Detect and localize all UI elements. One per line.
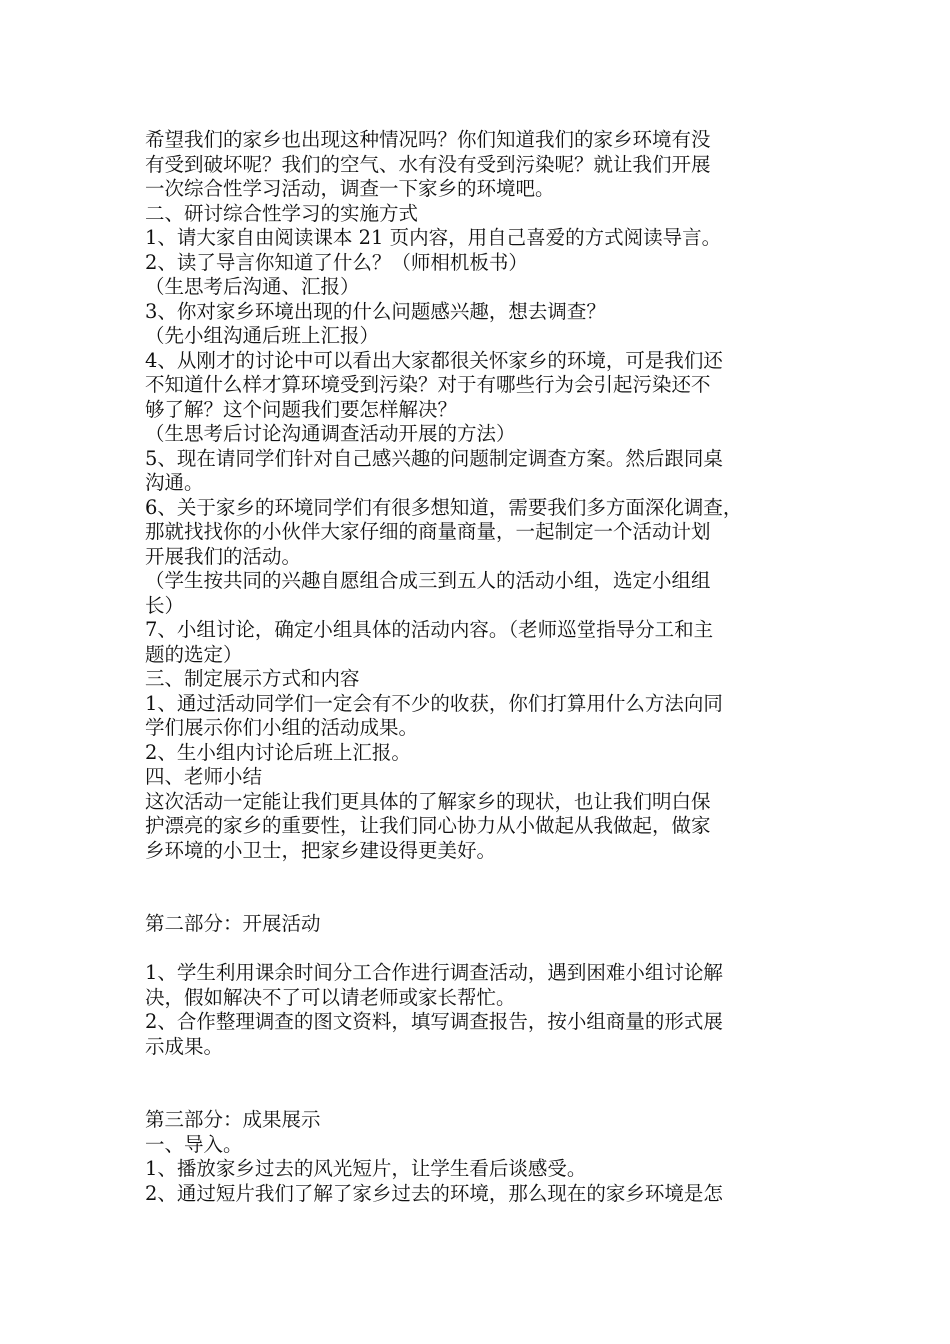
document-body — [145, 128, 835, 1206]
spacer — [145, 937, 835, 962]
part-heading: 第二部分：开展活动 — [145, 912, 321, 935]
text-line: 示成果。 — [145, 1034, 224, 1058]
text-line: 5、现在请同学们针对自己感兴趣的问题制定调查方案。然后跟同桌 — [145, 446, 723, 470]
spacer — [145, 1059, 835, 1108]
text-line: 3、你对家乡环境出现的什么问题感兴趣，想去调查？ — [145, 299, 606, 323]
text-line: 希望我们的家乡也出现这种情况吗？你们知道我们的家乡环境有没 — [145, 128, 711, 151]
text-line: 学们展示你们小组的活动成果。 — [145, 716, 419, 739]
text-line: 有受到破坏呢？我们的空气、水有没有受到污染呢？就让我们开展 — [145, 152, 711, 176]
text-line: 2、合作整理调查的图文资料，填写调查报告，按小组商量的形式展 — [145, 1010, 723, 1033]
text-line: 2、生小组内讨论后班上汇报。 — [145, 740, 411, 764]
text-line: 沟通。 — [145, 471, 204, 494]
text-line: 那就找找你的小伙伴大家仔细的商量商量，一起制定一个活动计划 — [145, 520, 711, 543]
text-line: 题的选定） — [145, 642, 243, 666]
section-heading: 一、导入。 — [145, 1132, 243, 1156]
text-line: 护漂亮的家乡的重要性，让我们同心协力从小做起从我做起，做家 — [145, 814, 711, 837]
text-line: 1、通过活动同学们一定会有不少的收获，你们打算用什么方法向同 — [145, 691, 723, 715]
section-heading: 二、研讨综合性学习的实施方式 — [145, 201, 419, 225]
spacer — [145, 863, 835, 912]
text-line: 长） — [145, 593, 185, 617]
text-line: （学生按共同的兴趣自愿组合成三到五人的活动小组，选定小组组 — [145, 569, 711, 592]
text-line: 2、通过短片我们了解了家乡过去的环境，那么现在的家乡环境是怎 — [145, 1181, 723, 1205]
text-line: 1、请大家自由阅读课本 21 页内容，用自己喜爱的方式阅读导言。 — [145, 226, 722, 249]
text-line: 6、关于家乡的环境同学们有很多想知道，需要我们多方面深化调查， — [145, 495, 743, 519]
text-line: （先小组沟通后班上汇报） — [145, 324, 380, 347]
text-line: 一次综合性学习活动，调查一下家乡的环境吧。 — [145, 177, 555, 200]
text-line: 决，假如解决不了可以请老师或家长帮忙。 — [145, 985, 516, 1009]
text-line: 开展我们的活动。 — [145, 544, 302, 568]
text-line: 乡环境的小卫士，把家乡建设得更美好。 — [145, 838, 497, 862]
text-line: 不知道什么样才算环境受到污染？对于有哪些行为会引起污染还不 — [145, 373, 711, 396]
text-line: （生思考后沟通、汇报） — [145, 275, 360, 298]
text-line: （生思考后讨论沟通调查活动开展的方法） — [145, 422, 516, 445]
text-line: 1、播放家乡过去的风光短片，让学生看后谈感受。 — [145, 1157, 587, 1180]
text-line: 7、小组讨论，确定小组具体的活动内容。（老师巡堂指导分工和主 — [145, 618, 714, 641]
text-line: 够了解？这个问题我们要怎样解决？ — [145, 397, 458, 421]
text-line: 这次活动一定能让我们更具体的了解家乡的现状，也让我们明白保 — [145, 789, 711, 813]
section-heading: 三、制定展示方式和内容 — [145, 667, 360, 690]
text-line: 1、学生利用课余时间分工合作进行调查活动，遇到困难小组讨论解 — [145, 961, 723, 984]
section-heading: 四、老师小结 — [145, 765, 263, 788]
text-line: 4、从刚才的讨论中可以看出大家都很关怀家乡的环境，可是我们还 — [145, 348, 723, 372]
text-line: 2、读了导言你知道了什么？（师相机板书） — [145, 250, 528, 274]
part-heading: 第三部分：成果展示 — [145, 1108, 321, 1131]
